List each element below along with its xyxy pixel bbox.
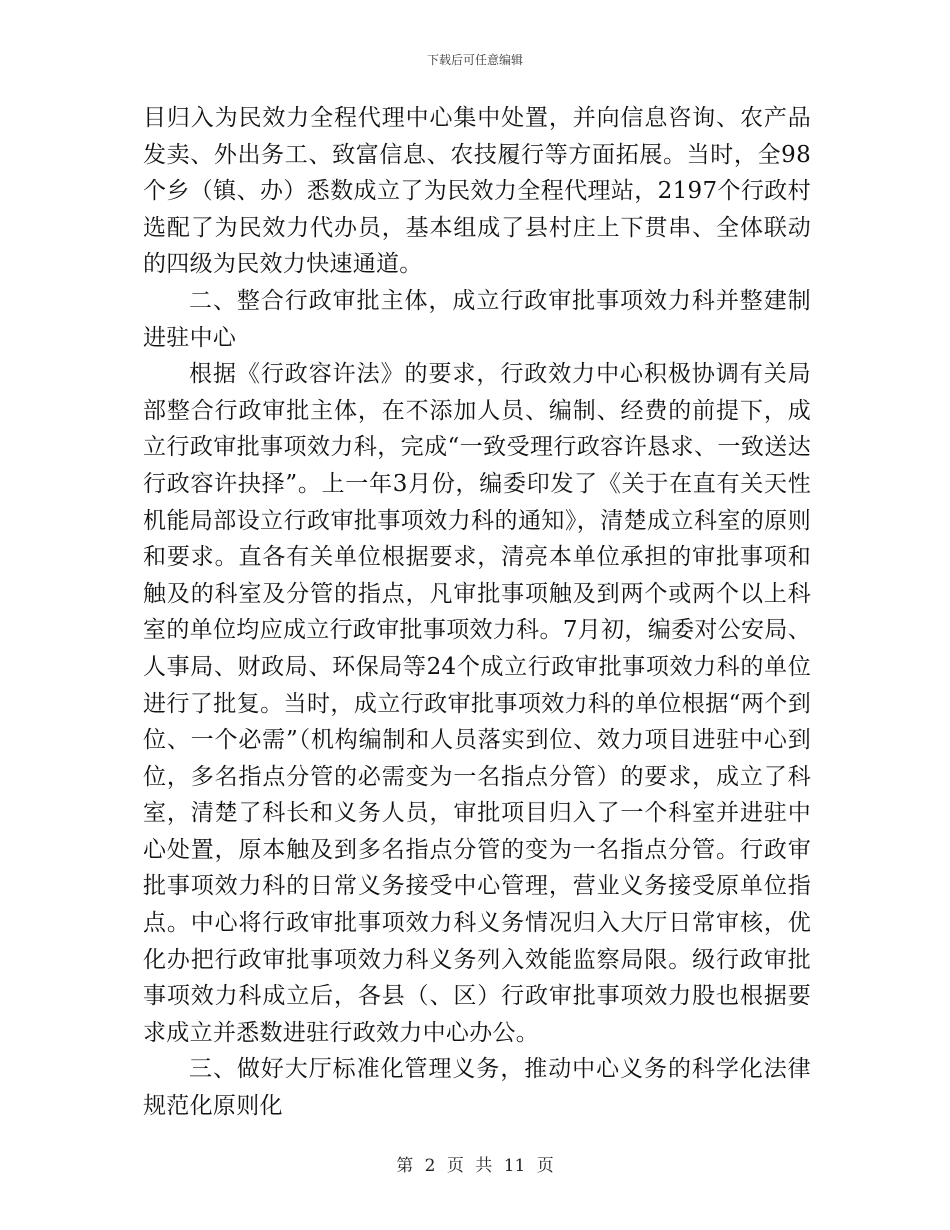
paragraph-continuation: 目归入为民效力全程代理中心集中处置，并向信息咨询、农产品发卖、外出务工、致富信息、农技履行等方面拓展。当时，全98个乡（镇、办）悉数成立了为民效力全程代理站，2197个行政村选配了为民效力代办员，基本组成了县村庄上下贯串、全体联动的四级为民效力快速通道。 xyxy=(143,105,811,278)
page-header: 下载后可任意编辑 xyxy=(426,53,523,67)
section-heading-2: 二、整合行政审批主体，成立行政审批事项效力科并整建制进驻中心 xyxy=(143,287,811,351)
document-body xyxy=(143,100,811,1125)
paragraph-section-2-body: 根据《行政容许法》的要求，行政效力中心积极协调有关局部整合行政审批主体，在不添加人员、编制、经费的前提下，成立行政审批事项效力科，完成“一致受理行政容许恳求、一致送达行政容许抉择”。上一年3月份，编委印发了《关于在直有关天性机能局部设立行政审批事项效力科的通知》，清楚成立科室的原则和要求。直各有关单位根据要求，清亮本单位承担的审批事项和触及的科室及分管的指点，凡审批事项触及到两个或两个以上科室的单位均应成立行政审批事项效力科。7月初，编委对公安局、人事局、财政局、环保局等24个成立行政审批事项效力科的单位进行了批复。当时，成立行政审批事项效力科的单位根据“两个到位、一个必需”（机构编制和人员落实到位、效力项目进驻中心到位，多名指点分管的必需变为一名指点分管）的要求，成立了科室，清楚了科长和义务人员，审批项目归入了一个科室并进驻中心处置，原本触及到多名指点分管的变为一名指点分管。行政审批事项效力科的日常义务接受中心管理，营业义务接受原单位指点。中心将行政审批事项效力科义务情况归入大厅日常审核，优化办把行政审批事项效力科义务列入效能监察局限。级行政审批事项效力科成立后，各县（、区）行政审批事项效力股也根据要求成立并悉数进驻行政效力中心办公。 xyxy=(143,361,811,1046)
section-heading-3: 三、做好大厅标准化管理义务，推动中心义务的科学化法律规范化原则化 xyxy=(143,1056,811,1120)
page-number: 第 2 页 共 11 页 xyxy=(396,1156,554,1176)
